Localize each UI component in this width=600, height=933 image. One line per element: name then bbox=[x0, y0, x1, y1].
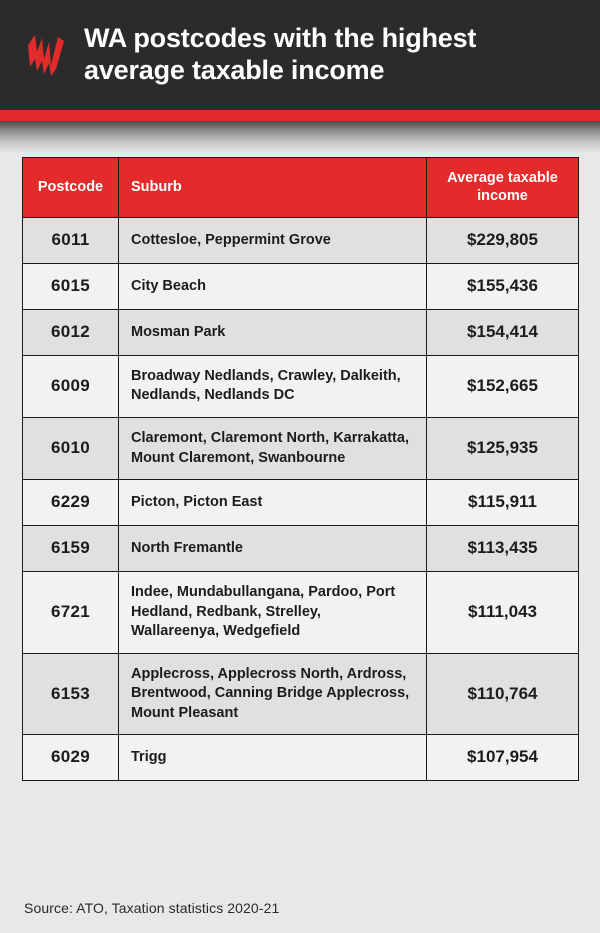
cell-average-taxable-income: $154,414 bbox=[427, 309, 579, 355]
cell-postcode: 6153 bbox=[23, 653, 119, 735]
cell-postcode: 6010 bbox=[23, 417, 119, 479]
table-row bbox=[23, 218, 579, 264]
cell-suburb: North Fremantle bbox=[119, 526, 427, 572]
table-row bbox=[23, 735, 579, 781]
header-accent-rule bbox=[0, 110, 600, 121]
source-note: Source: ATO, Taxation statistics 2020-21 bbox=[24, 900, 280, 916]
cell-suburb: City Beach bbox=[119, 263, 427, 309]
cell-suburb: Broadway Nedlands, Crawley, Dalkeith, Nedlands, Nedlands DC bbox=[119, 355, 427, 417]
cell-suburb: Indee, Mundabullangana, Pardoo, Port Hedland, Redbank, Strelley, Wallareenya, Wedgefield bbox=[119, 571, 427, 653]
column-header-postcode: Postcode bbox=[23, 158, 119, 218]
cell-suburb: Cottesloe, Peppermint Grove bbox=[119, 218, 427, 264]
cell-average-taxable-income: $155,436 bbox=[427, 263, 579, 309]
cell-average-taxable-income: $110,764 bbox=[427, 653, 579, 735]
cell-average-taxable-income: $115,911 bbox=[427, 480, 579, 526]
page-header bbox=[0, 0, 600, 110]
cell-suburb: Trigg bbox=[119, 735, 427, 781]
income-table-container bbox=[22, 157, 578, 781]
cell-average-taxable-income: $107,954 bbox=[427, 735, 579, 781]
page-title: WA postcodes with the highest average taxable income bbox=[84, 23, 477, 85]
cell-average-taxable-income: $125,935 bbox=[427, 417, 579, 479]
table-row bbox=[23, 526, 579, 572]
column-header-average-taxable-income: Average taxable income bbox=[427, 158, 579, 218]
cell-postcode: 6012 bbox=[23, 309, 119, 355]
header-drop-shadow bbox=[0, 121, 600, 153]
cell-postcode: 6159 bbox=[23, 526, 119, 572]
sbs-flame-logo-icon bbox=[18, 25, 74, 81]
cell-average-taxable-income: $111,043 bbox=[427, 571, 579, 653]
cell-postcode: 6009 bbox=[23, 355, 119, 417]
table-row bbox=[23, 309, 579, 355]
table-row bbox=[23, 355, 579, 417]
income-table bbox=[22, 157, 579, 781]
table-row bbox=[23, 263, 579, 309]
cell-postcode: 6029 bbox=[23, 735, 119, 781]
column-header-suburb: Suburb bbox=[119, 158, 427, 218]
cell-suburb: Applecross, Applecross North, Ardross, Brentwood, Canning Bridge Applecross, Mount Pleasant bbox=[119, 653, 427, 735]
cell-postcode: 6721 bbox=[23, 571, 119, 653]
table-header bbox=[23, 158, 579, 218]
cell-suburb: Claremont, Claremont North, Karrakatta, Mount Claremont, Swanbourne bbox=[119, 417, 427, 479]
cell-postcode: 6011 bbox=[23, 218, 119, 264]
table-row bbox=[23, 571, 579, 653]
cell-postcode: 6015 bbox=[23, 263, 119, 309]
cell-average-taxable-income: $229,805 bbox=[427, 218, 579, 264]
cell-suburb: Picton, Picton East bbox=[119, 480, 427, 526]
table-header-row bbox=[23, 158, 579, 218]
cell-average-taxable-income: $152,665 bbox=[427, 355, 579, 417]
table-row bbox=[23, 480, 579, 526]
table-body bbox=[23, 218, 579, 781]
table-row bbox=[23, 417, 579, 479]
cell-average-taxable-income: $113,435 bbox=[427, 526, 579, 572]
cell-postcode: 6229 bbox=[23, 480, 119, 526]
table-row bbox=[23, 653, 579, 735]
cell-suburb: Mosman Park bbox=[119, 309, 427, 355]
